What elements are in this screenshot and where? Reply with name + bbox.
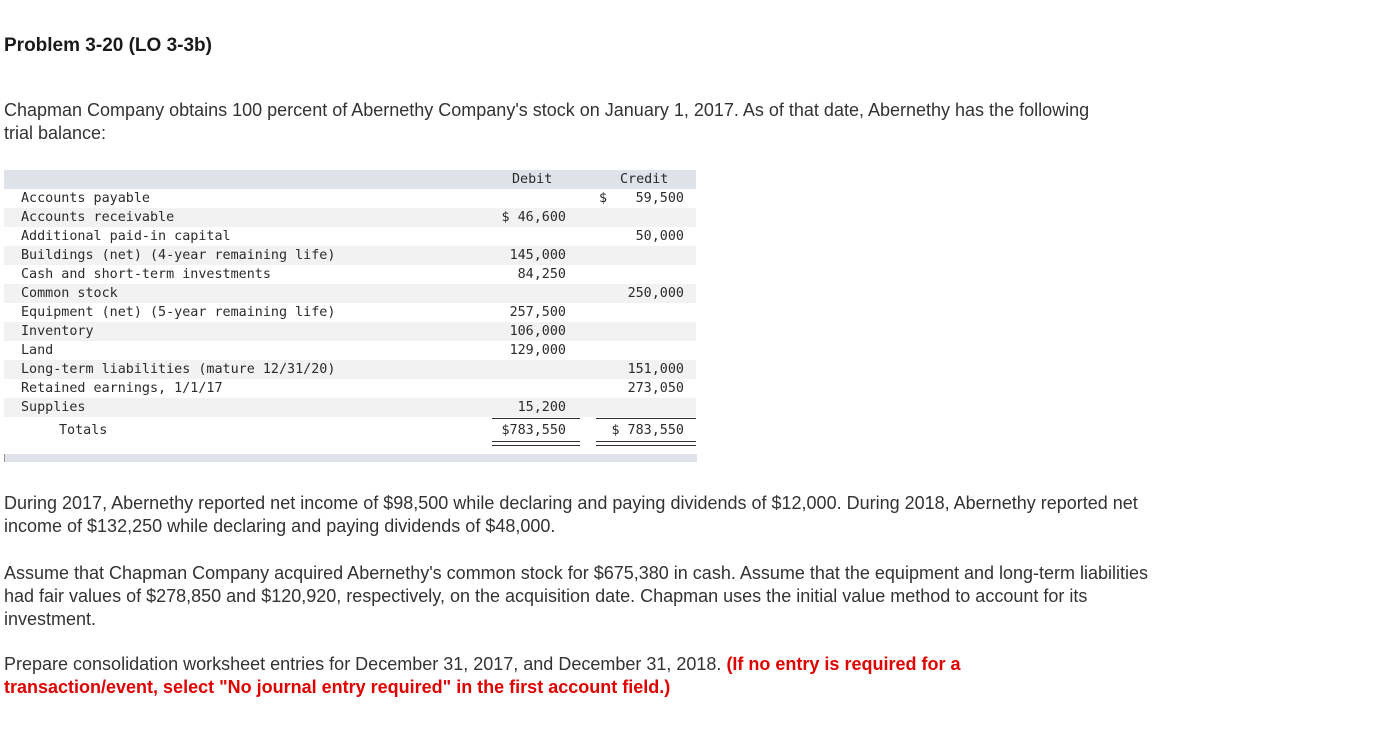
debit-total-double-rule <box>492 441 580 446</box>
account-name: Inventory <box>21 324 94 339</box>
credit-amount: 273,050 <box>627 381 684 396</box>
table-row <box>4 189 696 208</box>
instruction-text: Prepare consolidation worksheet entries for December 31, 2017, and December 31, 2018. <box>4 654 722 674</box>
totals-credit: $ 783,550 <box>611 423 684 438</box>
table-row <box>4 379 696 398</box>
credit-amount: 151,000 <box>627 362 684 377</box>
table-row <box>4 208 696 227</box>
account-name: Accounts payable <box>21 191 150 206</box>
totals-debit: $783,550 <box>501 423 566 438</box>
debit-header: Debit <box>512 172 553 187</box>
table-row <box>4 246 696 265</box>
account-name: Long-term liabilities (mature 12/31/20) <box>21 362 336 377</box>
debit-amount: 106,000 <box>509 324 566 339</box>
credit-dollar-sign: $ <box>599 191 608 206</box>
account-name: Equipment (net) (5-year remaining life) <box>21 305 336 320</box>
credit-header: Credit <box>620 172 669 187</box>
assumption-paragraph: Assume that Chapman Company acquired Abernethy's common stock for $675,380 in cash. Assume that the equipment and long-term liabilities had fair values of $278,850 and $120,920, respectively, on the acquisition date. Chapman uses the initial value method to account for its investment. <box>4 563 1149 629</box>
table-row <box>4 341 696 360</box>
problem-title: Problem 3-20 (LO 3-3b) <box>4 35 212 56</box>
account-name: Cash and short-term investments <box>21 267 271 282</box>
account-name: Accounts receivable <box>21 210 175 225</box>
instruction-note: (If no entry is required for a transaction/event, select "No journal entry required" in the first account field.) <box>4 654 961 697</box>
instruction-paragraph <box>4 653 1104 699</box>
table-footer-band <box>4 454 697 462</box>
intro-paragraph: Chapman Company obtains 100 percent of Abernethy Company's stock on January 1, 2017. As of that date, Abernethy has the following trial balance: <box>4 100 1090 143</box>
account-name: Additional paid-in capital <box>21 229 231 244</box>
account-name: Retained earnings, 1/1/17 <box>21 381 223 396</box>
debit-amount: 84,250 <box>517 267 566 282</box>
credit-subtotal-rule <box>596 418 696 419</box>
table-header-band <box>4 170 696 189</box>
account-name: Land <box>21 343 54 358</box>
credit-total-double-rule <box>596 441 696 446</box>
account-name: Supplies <box>21 400 86 415</box>
table-row <box>4 303 696 322</box>
table-row <box>4 360 696 379</box>
table-row <box>4 398 696 417</box>
table-row <box>4 284 696 303</box>
table-row <box>4 265 696 284</box>
debit-amount: $ 46,600 <box>501 210 566 225</box>
debit-amount: 129,000 <box>509 343 566 358</box>
totals-label: Totals <box>59 423 108 438</box>
debit-amount: 145,000 <box>509 248 566 263</box>
debit-subtotal-rule <box>492 418 580 419</box>
credit-amount: 250,000 <box>627 286 684 301</box>
credit-amount: 59,500 <box>635 191 684 206</box>
table-row <box>4 227 696 246</box>
table-row <box>4 322 696 341</box>
account-name: Common stock <box>21 286 118 301</box>
debit-amount: 15,200 <box>517 400 566 415</box>
net-income-paragraph: During 2017, Abernethy reported net income of $98,500 while declaring and paying dividends of $12,000. During 2018, Abernethy reported net income of $132,250 while declaring and paying dividends of $48,000. <box>4 493 1138 536</box>
account-name: Buildings (net) (4-year remaining life) <box>21 248 336 263</box>
credit-amount: 50,000 <box>635 229 684 244</box>
debit-amount: 257,500 <box>509 305 566 320</box>
